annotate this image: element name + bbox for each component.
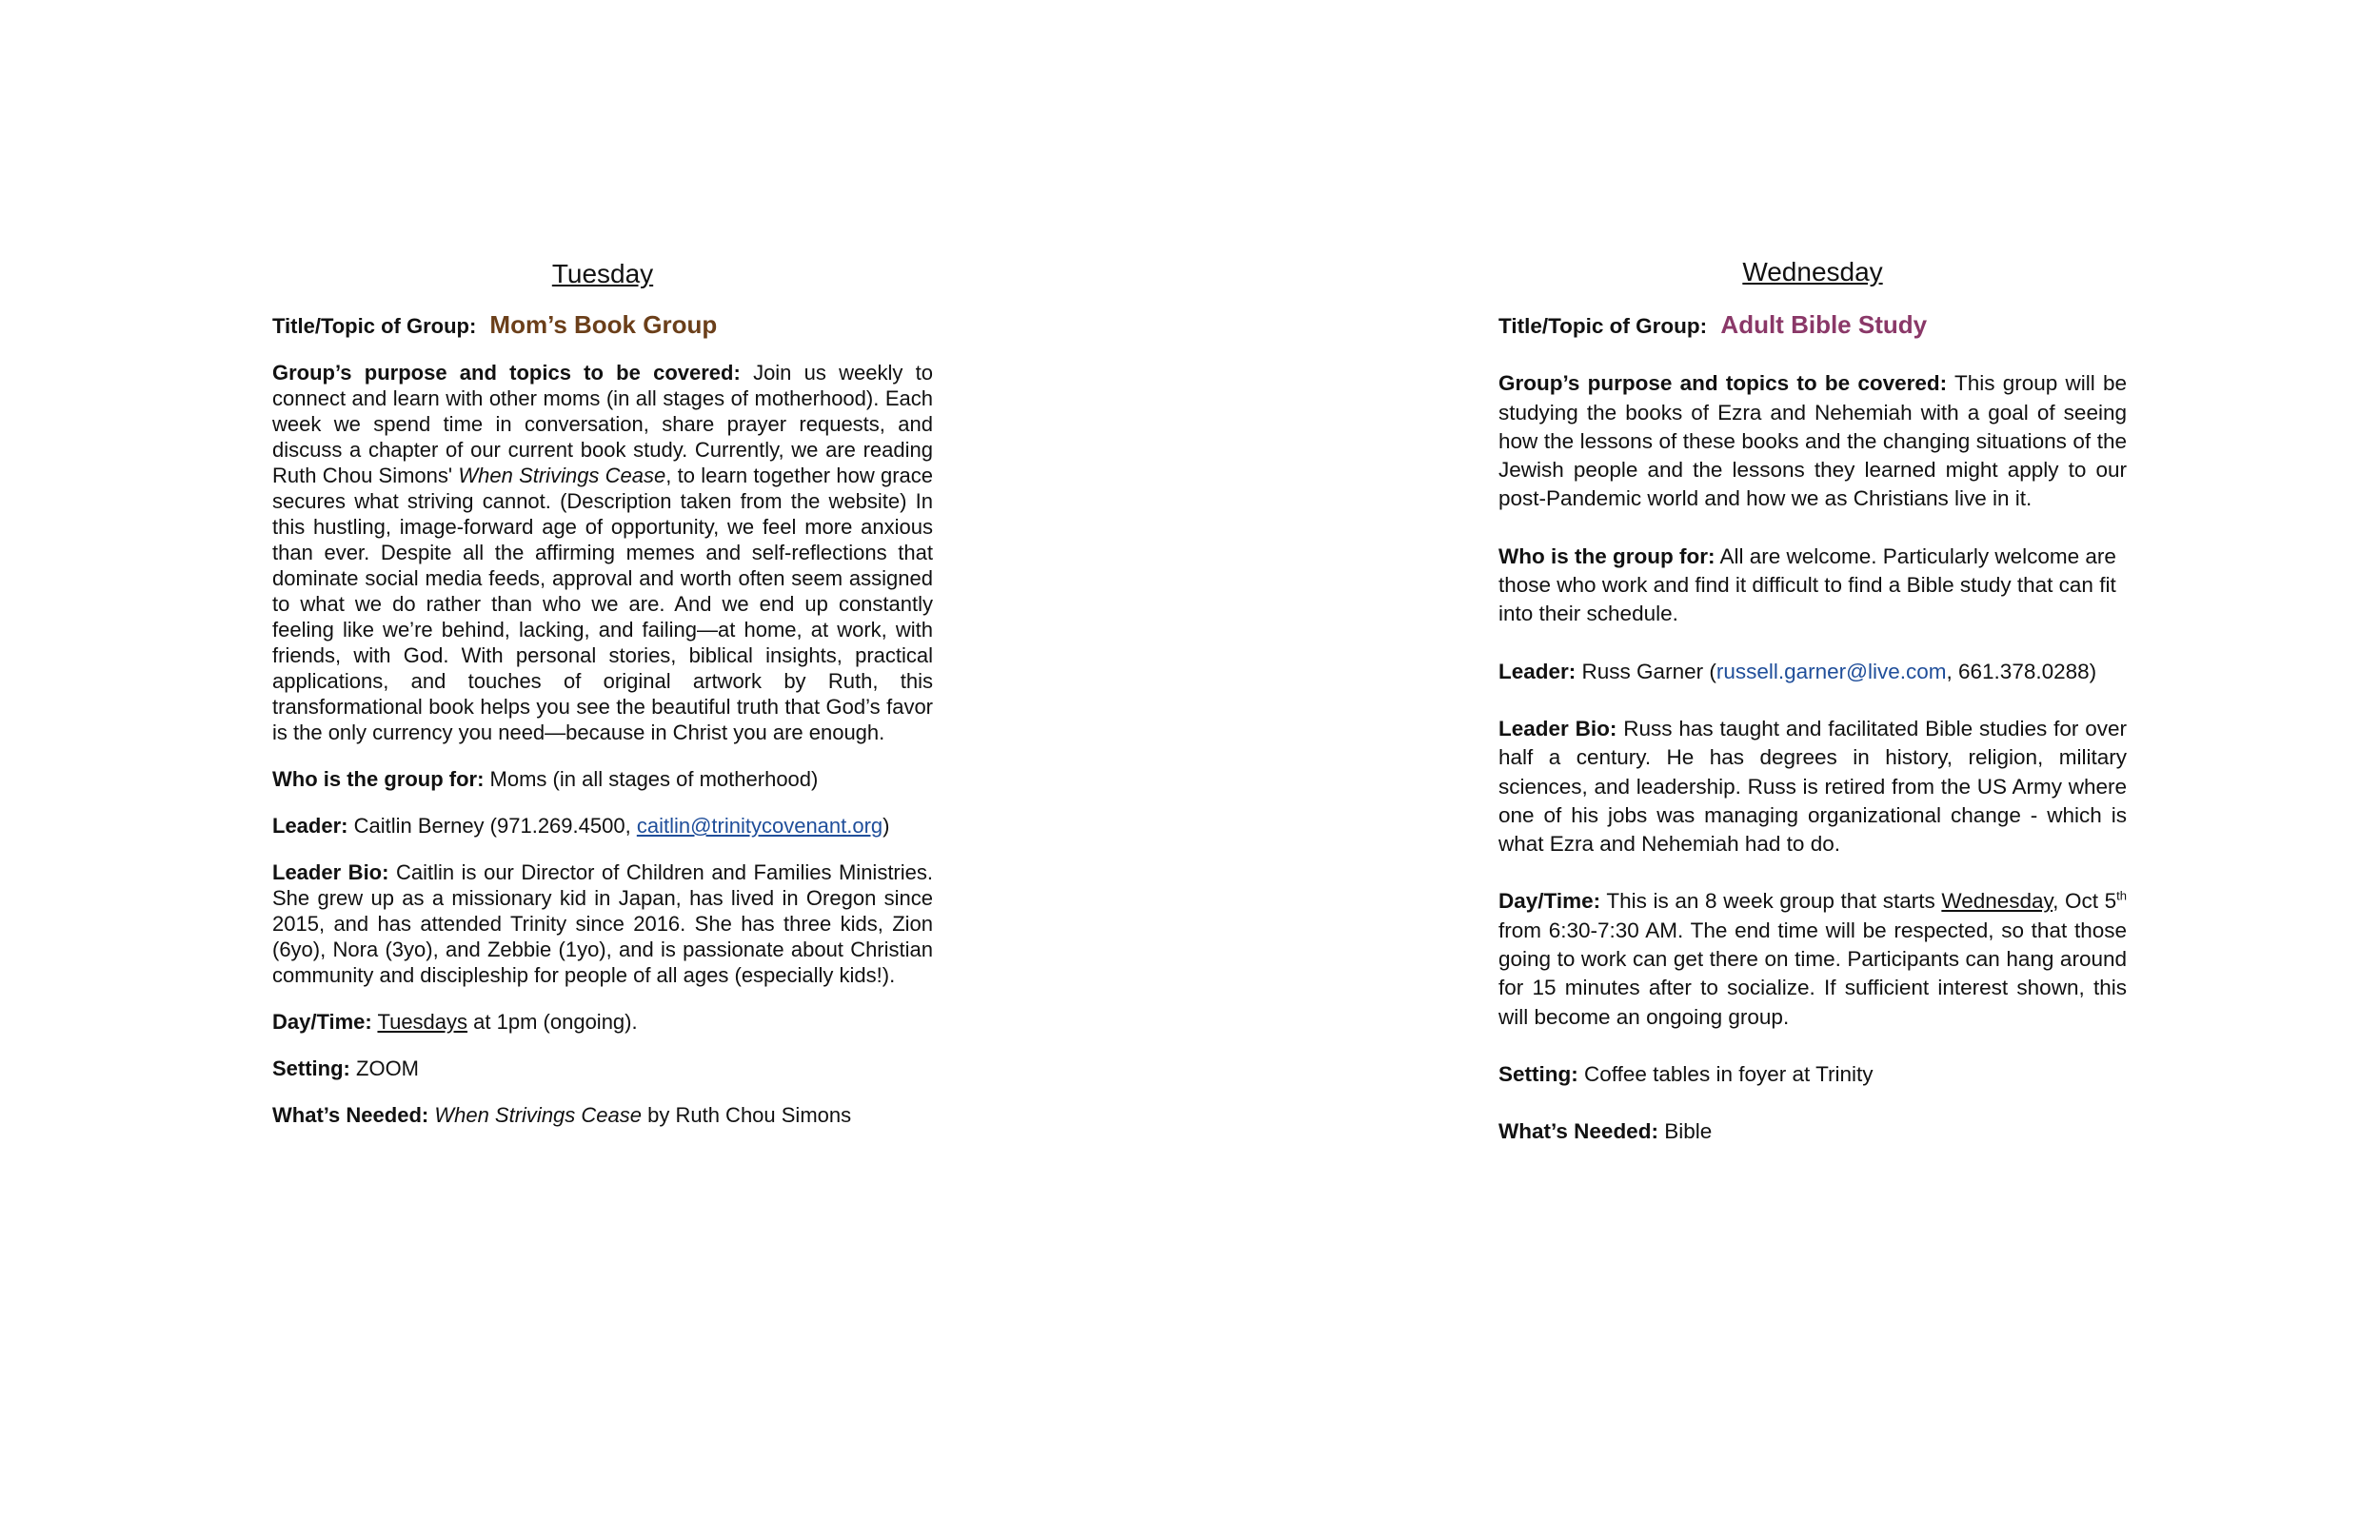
bio-label: Leader Bio: <box>272 860 389 884</box>
wednesday-column <box>1498 255 2127 1175</box>
needed-paragraph <box>272 1102 933 1128</box>
who-paragraph <box>1498 543 2127 629</box>
bio-text: Caitlin is our Director of Children and Families Ministries. She grew up as a missionary kid in Japan, has lived in Oregon since 2015, and has attended Trinity since 2016. She has three kids, Zion (6yo), Nora (3yo), and Zebbie (1yo), and is passionate about Christian community and discipleship for people of all ages (especially kids!). <box>272 860 933 987</box>
needed-label: What’s Needed: <box>272 1103 429 1127</box>
bio-label: Leader Bio: <box>1498 716 1617 740</box>
group-title: Adult Bible Study <box>1720 310 1928 339</box>
leader-text: Caitlin Berney (971.269.4500, <box>353 814 631 838</box>
leader-paragraph <box>272 813 933 839</box>
needed-book: When Strivings Cease <box>434 1103 642 1127</box>
daytime-paragraph <box>272 1009 933 1035</box>
bio-text: Russ has taught and facilitated Bible studies for over half a century. He has degrees in history, religion, military sciences, and leadership. Russ is retired from the US Army where one of his jobs was managing organizational change - which is what Ezra and Nehemiah had to do. <box>1498 716 2127 857</box>
purpose-paragraph <box>1498 369 2127 513</box>
purpose-label: Group’s purpose and topics to be covered: <box>1498 371 1948 396</box>
who-text: All are welcome. Particularly welcome are those who work and find it difficult to find a Bible study that can fit into their schedule. <box>1498 543 2116 626</box>
daytime-date-suffix: th <box>2116 888 2127 903</box>
setting-label: Setting: <box>272 1056 350 1080</box>
title-label: Title/Topic of Group: <box>1498 314 1708 338</box>
needed-text: Bible <box>1664 1119 1713 1144</box>
leader-email-link[interactable]: caitlin@trinitycovenant.org <box>636 814 883 838</box>
who-label: Who is the group for: <box>272 767 485 791</box>
setting-paragraph <box>1498 1060 2127 1089</box>
daytime-text-continued: from 6:30-7:30 AM. The end time will be respected, so that those going to work can get there on time. Participants can hang around for 15 minutes after to socialize. If sufficient interest shown, this will become an ongoing group. <box>1498 918 2127 1029</box>
leader-label: Leader: <box>272 814 348 838</box>
bio-paragraph <box>1498 715 2127 859</box>
daytime-label: Day/Time: <box>272 1010 372 1034</box>
daytime-day: Tuesdays <box>377 1010 468 1034</box>
purpose-text: This group will be studying the books of Ezra and Nehemiah with a goal of seeing how the lessons of these books and the changing situations of the Jewish people and the lessons they learned might apply to our post-Pandemic world and how we as Christians live in it. <box>1498 371 2127 511</box>
who-paragraph <box>272 766 933 792</box>
who-text: Moms (in all stages of motherhood) <box>489 767 819 791</box>
daytime-label: Day/Time: <box>1498 889 1601 914</box>
setting-text: ZOOM <box>356 1056 420 1080</box>
purpose-text: Join us weekly to connect and learn with other moms (in all stages of motherhood). Each week we spend time in conversation, share prayer requests, and discuss a chapter of our current book study. Currently, we are reading Ruth Chou Simons' <box>272 361 933 487</box>
setting-paragraph <box>272 1056 933 1081</box>
setting-text: Coffee tables in foyer at Trinity <box>1584 1061 1874 1086</box>
book-title: When Strivings Cease <box>458 464 666 487</box>
needed-text: by Ruth Chou Simons <box>647 1103 852 1127</box>
group-title: Mom’s Book Group <box>489 310 718 339</box>
tuesday-column <box>272 257 933 1149</box>
daytime-day: Wednesday <box>1941 889 2053 914</box>
daytime-date: , Oct 5 <box>2053 889 2117 914</box>
needed-label: What’s Needed: <box>1498 1119 1658 1144</box>
daytime-text: at 1pm (ongoing). <box>473 1010 638 1034</box>
purpose-text-continued: , to learn together how grace secures what striving cannot. (Description taken from the website) In this hustling, image-forward age of opportunity, we feel more anxious than ever. Despite all the affirming memes and self-reflections that dominate social media feeds, approval and worth often seem assigned to what we do rather than who we are. And we end up constantly feeling like we’re behind, lacking, and failing—at home, at work, with friends, with God. With personal stories, biblical insights, practical applications, and touches of original artwork by Ruth, this transformational book helps you see the beautiful truth that God’s favor is the only currency you need—because in Christ you are enough. <box>272 464 933 744</box>
setting-label: Setting: <box>1498 1061 1578 1086</box>
leader-label: Leader: <box>1498 659 1577 683</box>
leader-text: Russ Garner ( <box>1581 659 1716 683</box>
daytime-paragraph <box>1498 887 2127 1031</box>
tuesday-title-row <box>272 312 933 339</box>
purpose-label: Group’s purpose and topics to be covered: <box>272 361 741 385</box>
bio-paragraph <box>272 859 933 988</box>
purpose-paragraph <box>272 360 933 745</box>
daytime-text: This is an 8 week group that starts <box>1606 889 1935 914</box>
wednesday-title-row <box>1498 310 2127 341</box>
leader-email-link[interactable]: russell.garner@live.com <box>1716 659 1947 683</box>
who-label: Who is the group for: <box>1498 543 1716 568</box>
leader-paragraph <box>1498 658 2127 686</box>
needed-paragraph <box>1498 1117 2127 1146</box>
tuesday-heading: Tuesday <box>551 259 654 288</box>
title-label: Title/Topic of Group: <box>272 314 477 338</box>
leader-text-end: , 661.378.0288) <box>1946 659 2097 683</box>
wednesday-heading: Wednesday <box>1742 257 1883 286</box>
leader-text-end: ) <box>883 814 890 838</box>
